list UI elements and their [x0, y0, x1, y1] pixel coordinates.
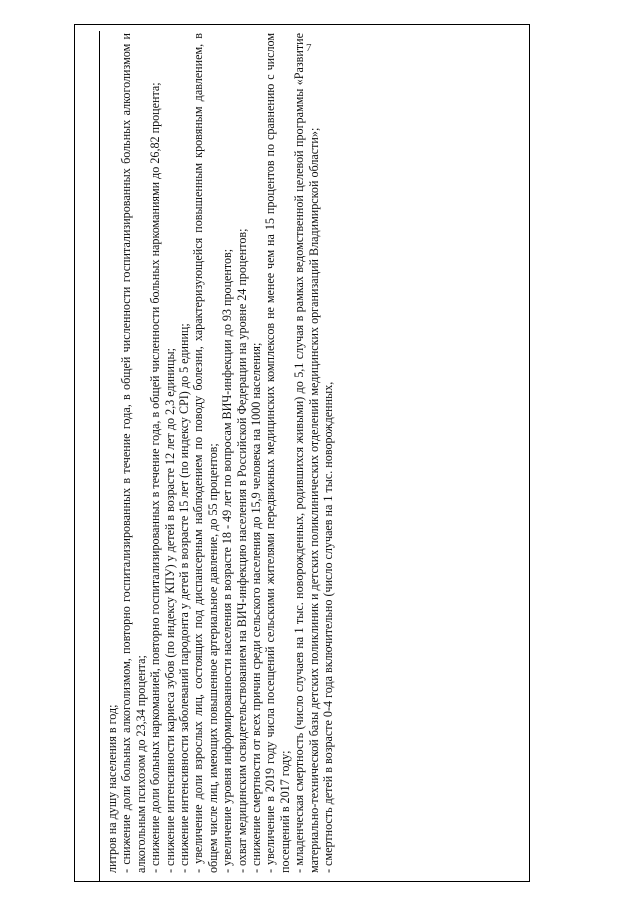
- text-line: - смертность детей в возрасте 0-4 года включительно (число случаев на 1 тыс. новорожденных,: [321, 381, 336, 873]
- document-text: [105, 33, 336, 873]
- text-line: - увеличение в 2019 году числа посещений сельскими жителями передвижных медицинских комплексов не менее чем на 15 процентов по сравнению с числом посещений в 2017 году;: [263, 33, 292, 873]
- text-line: - снижение доли больных наркоманией, повторно госпитализированных в течение года, в общей численности больных наркоманиями до 26,82 процента;: [148, 82, 163, 873]
- table-body: [74, 22, 532, 882]
- table-left-column: [75, 31, 100, 881]
- text-line: - младенческая смертность (число случаев на 1 тыс. новорожденных, родившихся живыми) до 5,1 случая в рамках ведомственной целевой программы «Развитие материально-технической базы детских поликлиник и детских поликлинических отделений медицинских организаций Владимирской области»;: [292, 33, 321, 873]
- table-frame: [74, 24, 530, 882]
- text-line: - увеличение доли взрослых лиц, состоящих под диспансерным наблюдением по поводу болезни, характеризующейся повышенным кровяным давлением, в общем числе лиц, имеющих повышенное артериальное давление, до 55 процентов;: [191, 33, 220, 873]
- rotated-page-content: [74, 22, 532, 882]
- text-line: - увеличение уровня информированности населения в возрасте 18 - 49 лет по вопросам ВИЧ-инфекции до 93 процентов;: [220, 248, 235, 873]
- text-line: - снижение интенсивности кариеса зубов (по индексу КПУ) у детей в возрасте 12 лет до 2,3 единицы;: [162, 348, 177, 873]
- text-line: - снижение доли больных алкоголизмом, повторно госпитализированных в течение года, в общей численности госпитализированных больных алкоголизмом и алкогольным психозом до 23,34 процента;: [119, 33, 148, 873]
- text-line: - снижение смертности от всех причин среди сельского населения до 15,9 человека на 1000 населения;: [249, 342, 264, 873]
- page-number: 7: [306, 42, 312, 54]
- text-line: литров на душу населения в год;: [105, 704, 119, 873]
- text-line: - снижение интенсивности заболеваний пародонта у детей в возрасте 15 лет (по индексу CPI) до 5 единиц;: [177, 323, 192, 873]
- text-line: - охват медицинским освидетельствованием на ВИЧ-инфекцию населения в Российской Федерации на уровне 24 процентов;: [234, 228, 249, 873]
